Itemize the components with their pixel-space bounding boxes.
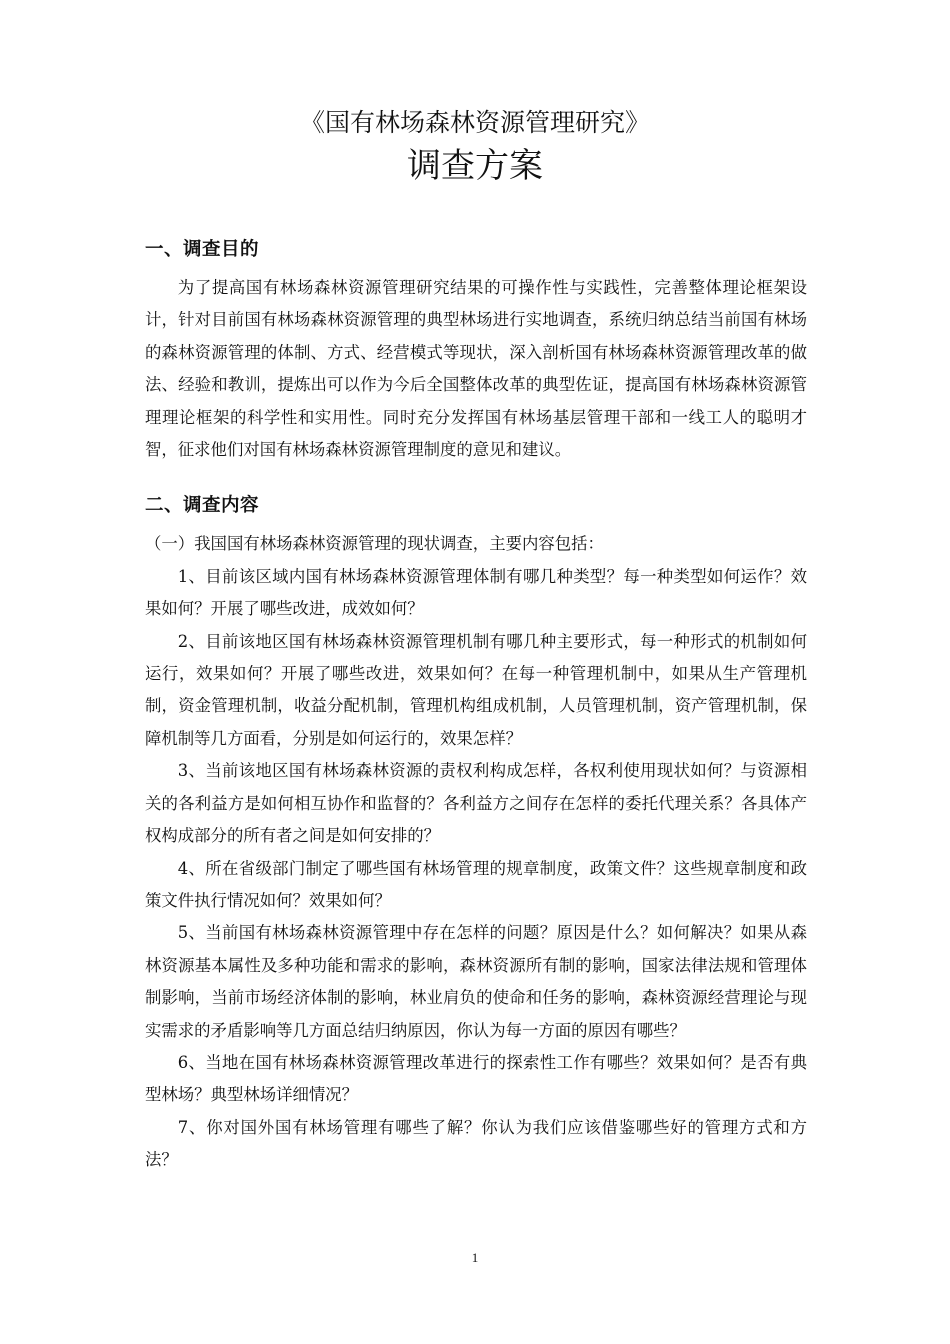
content-item-2: 2、目前该地区国有林场森林资源管理机制有哪几种主要形式，每一种形式的机制如何运行，效果如何？开展了哪些改进，效果如何？在每一种管理机制中，如果从生产管理机制，资金管理机制，收益分配机制，管理机构组成机制，人员管理机制，资产管理机制，保障机制等几方面看，分别是如何运行的，效果怎样？ (145, 631, 807, 748)
page-number: 1 (471, 1250, 479, 1265)
document-body (145, 234, 807, 1177)
content-item-5: 5、当前国有林场森林资源管理中存在怎样的问题？原因是什么？如何解决？如果从森林资源基本属性及多种功能和需求的影响，森林资源所有制的影响，国家法律法规和管理体制影响，当前市场经济体制的影响，林业肩负的使命和任务的影响，森林资源经营理论与现实需求的矛盾影响等几方面总结归纳原因，你认为每一方面的原因有哪些？ (145, 923, 807, 1040)
purpose-paragraph: 为了提高国有林场森林资源管理研究结果的可操作性与实践性，完善整体理论框架设计，针对目前国有林场森林资源管理的典型林场进行实地调查，系统归纳总结当前国有林场的森林资源管理的体制、方式、经营模式等现状，深入剖析国有林场森林资源管理改革的做法、经验和教训，提炼出可以作为今后全国整体改革的典型佐证，提高国有林场森林资源管理理论框架的科学性和实用性。同时充分发挥国有林场基层管理干部和一线工人的聪明才智，征求他们对国有林场森林资源管理制度的意见和建议。 (145, 278, 807, 460)
content-intro: （一）我国国有林场森林资源管理的现状调查，主要内容包括： (145, 534, 604, 554)
content-item-7: 7、你对国外国有林场管理有哪些了解？你认为我们应该借鉴哪些好的管理方式和方法？ (145, 1117, 807, 1170)
document-title: 《国有林场森林资源管理研究》 (299, 108, 650, 137)
content-item-4: 4、所在省级部门制定了哪些国有林场管理的规章制度，政策文件？这些规章制度和政策文件执行情况如何？效果如何？ (145, 858, 807, 910)
content-item-6: 6、当地在国有林场森林资源管理改革进行的探索性工作有哪些？效果如何？是否有典型林场？典型林场详细情况？ (145, 1052, 807, 1105)
section-heading-purpose: 一、调查目的 (145, 239, 260, 260)
document-subtitle: 调查方案 (407, 146, 543, 186)
section-heading-content: 二、调查内容 (145, 495, 260, 517)
content-item-3: 3、当前该地区国有林场森林资源的责权利构成怎样，各权利使用现状如何？与资源相关的各利益方是如何相互协作和监督的？各利益方之间存在怎样的委托代理关系？各具体产权构成部分的所有者之间是如何安排的？ (145, 761, 807, 846)
content-item-1: 1、目前该区域内国有林场森林资源管理体制有哪几种类型？每一种类型如何运作？效果如何？开展了哪些改进，成效如何？ (145, 566, 807, 619)
